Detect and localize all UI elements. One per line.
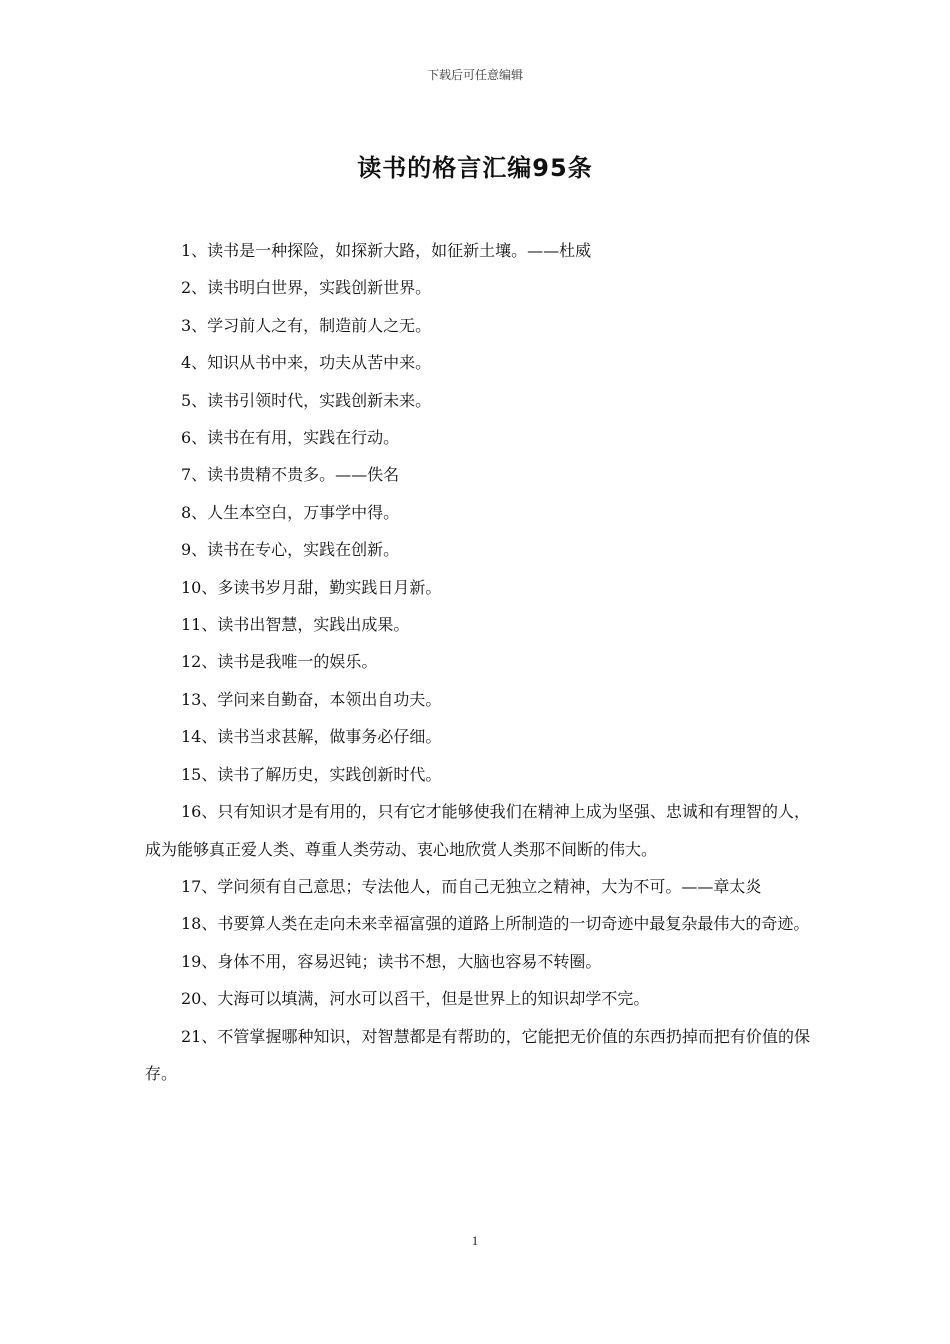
quote-paragraph: 13、学问来自勤奋，本领出自功夫。 [181, 689, 442, 709]
quote-paragraph: 19、身体不用，容易迟钝；读书不想，大脑也容易不转圈。 [181, 951, 602, 971]
quote-paragraph: 10、多读书岁月甜，勤实践日月新。 [181, 577, 442, 597]
page-header: 下载后可任意编辑 [426, 68, 523, 82]
quote-paragraph: 11、读书出智慧，实践出成果。 [181, 615, 410, 635]
quote-paragraph: 6、读书在有用，实践在行动。 [181, 428, 400, 448]
quote-paragraph: 7、读书贵精不贵多。——佚名 [181, 465, 400, 485]
quote-paragraph: 20、大海可以填满，河水可以舀干，但是世界上的知识却学不完。 [181, 989, 650, 1009]
quote-paragraph: 17、学问须有自己意思；专法他人，而自己无独立之精神，大为不可。——章太炎 [181, 876, 762, 896]
document-body [145, 232, 810, 1092]
quote-paragraph: 3、学习前人之有，制造前人之无。 [181, 315, 432, 335]
quote-paragraph: 12、读书是我唯一的娱乐。 [181, 652, 378, 672]
quote-paragraph: 8、人生本空白，万事学中得。 [181, 502, 400, 522]
quote-paragraph: 18、书要算人类在走向未来幸福富强的道路上所制造的一切奇迹中最复杂最伟大的奇迹。 [181, 914, 810, 934]
quote-paragraph: 16、只有知识才是有用的，只有它才能够使我们在精神上成为坚强、忠诚和有理智的人，成为能够真正爱人类、尊重人类劳动、衷心地欣赏人类那不间断的伟大。 [145, 802, 810, 859]
quote-paragraph: 9、读书在专心，实践在创新。 [181, 540, 400, 560]
quote-paragraph: 4、知识从书中来，功夫从苦中来。 [181, 353, 432, 373]
quote-paragraph: 2、读书明白世界，实践创新世界。 [181, 278, 432, 298]
quote-paragraph: 1、读书是一种探险，如探新大路，如征新土壤。——杜威 [181, 241, 592, 260]
document-title: 读书的格言汇编95条 [357, 154, 593, 182]
quote-paragraph: 21、不管掌握哪种知识，对智慧都是有帮助的，它能把无价值的东西扔掉而把有价值的保存。 [145, 1026, 810, 1083]
quote-paragraph: 14、读书当求甚解，做事务必仔细。 [181, 727, 442, 747]
quote-paragraph: 5、读书引领时代，实践创新未来。 [181, 390, 432, 410]
quote-paragraph: 15、读书了解历史，实践创新时代。 [181, 764, 442, 784]
page-number: 1 [471, 1233, 479, 1248]
